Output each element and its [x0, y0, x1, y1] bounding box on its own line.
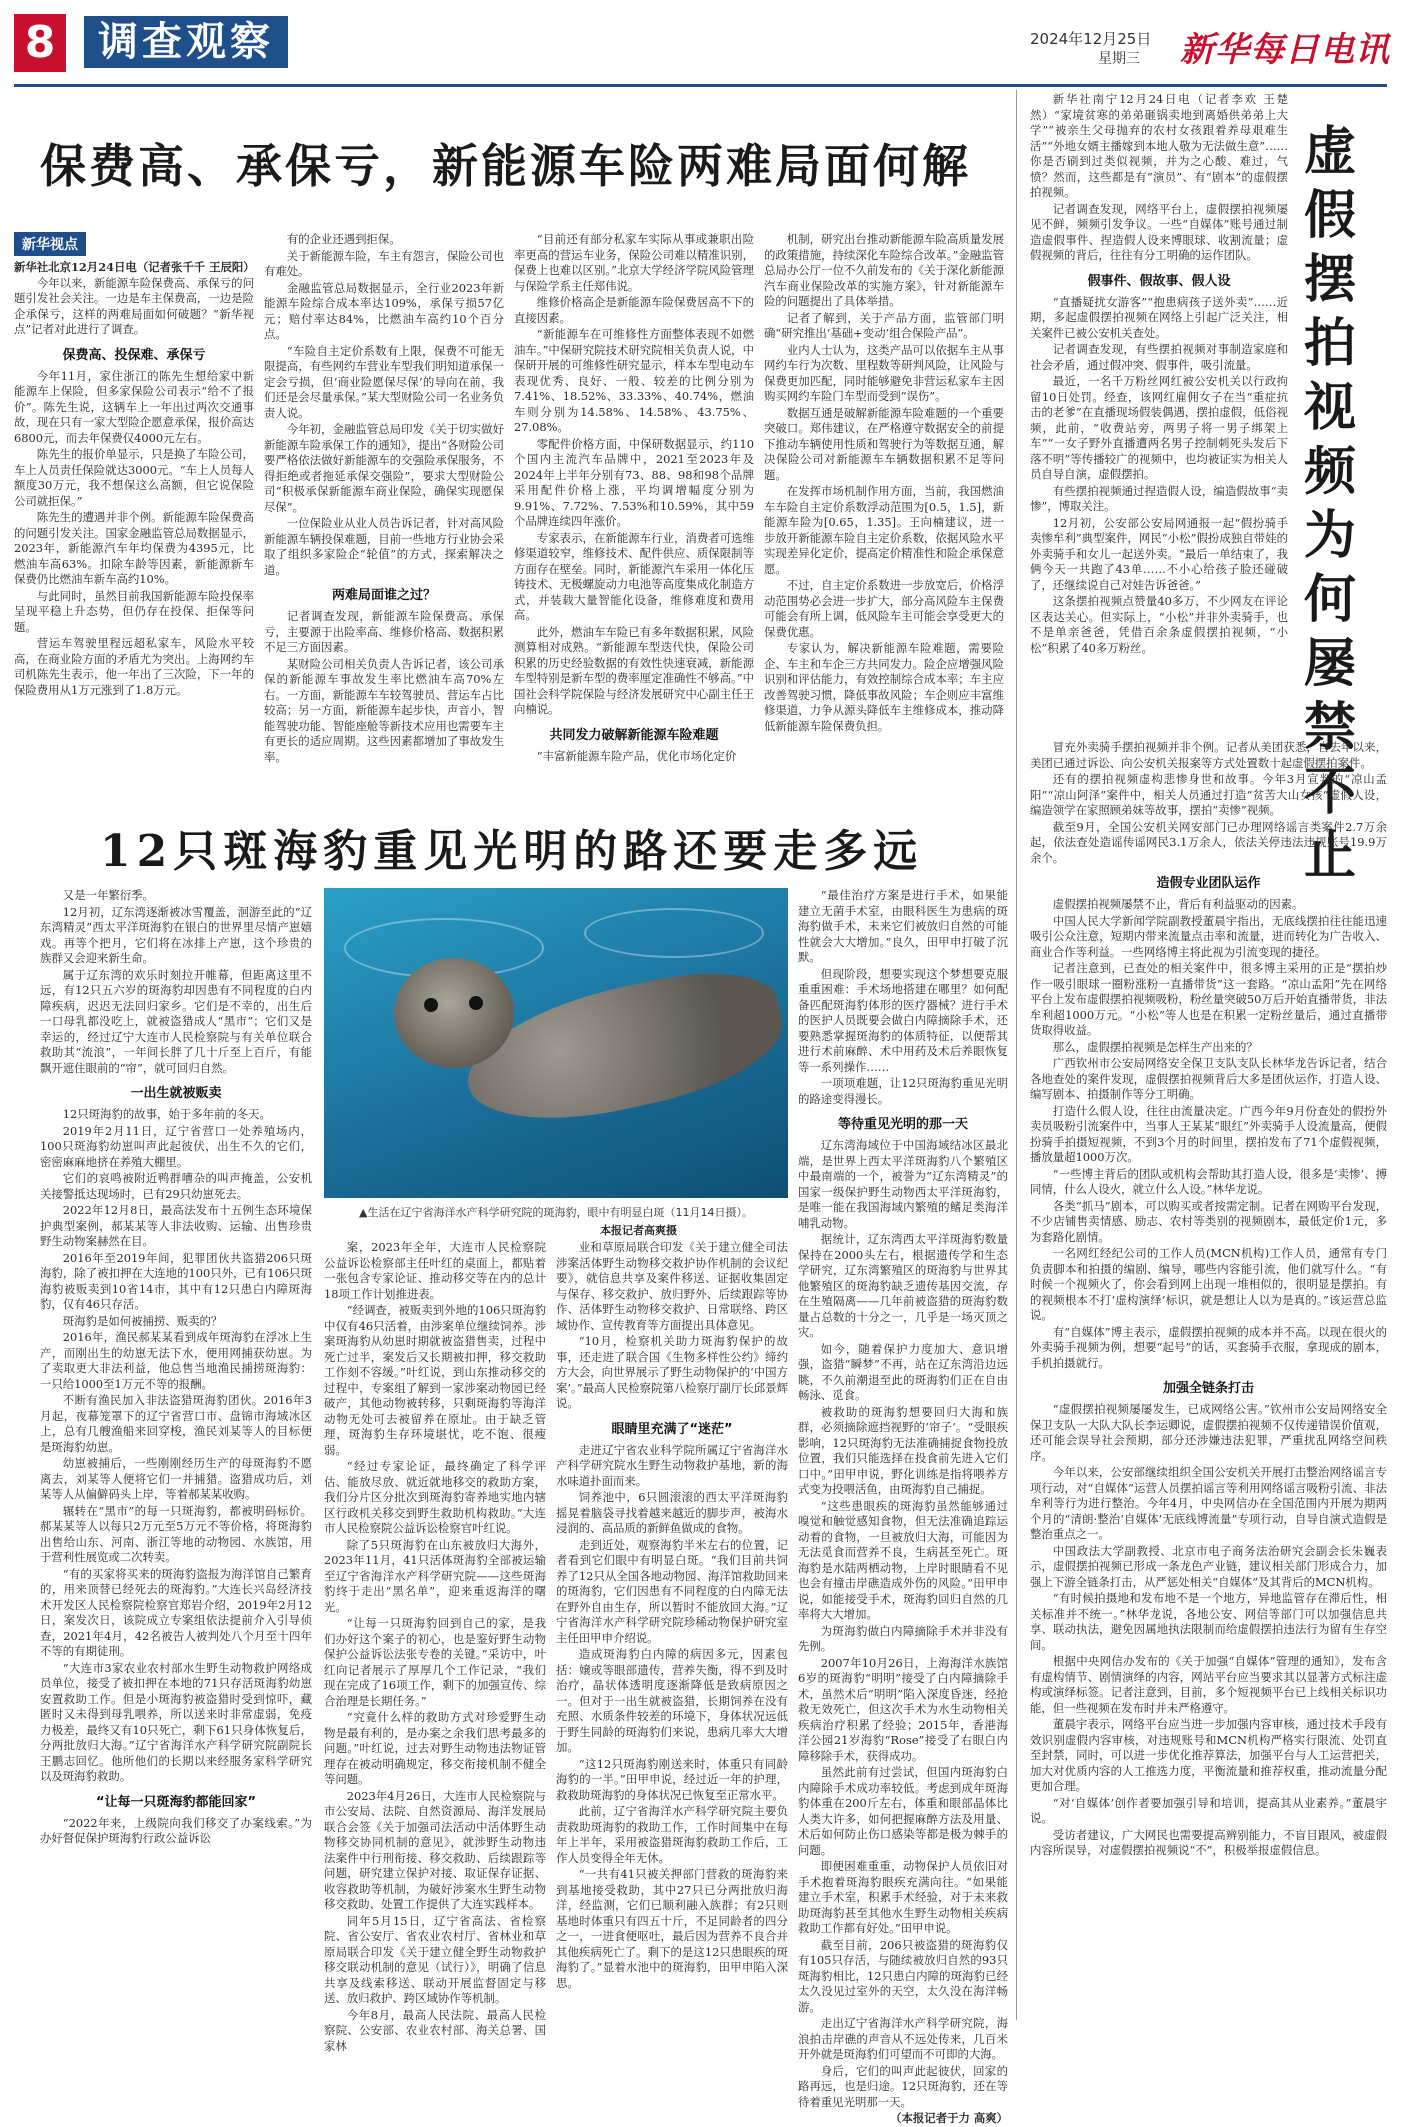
paragraph: 关于新能源车险，车主有怨言，保险公司也有难处。: [264, 248, 504, 278]
paragraph: 根据中央网信办发布的《关于加强“自媒体”管理的通知》，发布含有虚构情节、剧情演绎的内容，网站平台应当要求其以显著方式标注虚构或演绎标签。记者注意到，目前，多个短视频平台已上线相关标识功能，但一些视频在发布时并未严格遵守。: [1030, 1654, 1387, 1715]
paragraph: 不断有渔民加入非法盗猎斑海豹团伙。2016年3月起，夜幕笼罩下的辽宁省营口市、盘锦市海域冰区上，总有几艘渔船来回穿梭，渔民刘某等人的目标便是斑海豹幼崽。: [40, 1393, 312, 1454]
paragraph: 截至目前，206只被盗猎的斑海豹仅有105只存活，与随续被放归自然的93只斑海豹相比，12只患白内障的斑海豹已经太久没见过室外的天空，太久没在海洋畅游。: [798, 1937, 1008, 2014]
paragraph: 今年以来，新能源车险保费高、承保亏的问题引发社会关注。一边是车主保费高，一边是险企承保亏，这样的两难局面如何破题？“新华视点”记者对此进行了调查。: [14, 275, 254, 336]
paragraph: 案，2023年全年，大连市人民检察院公益诉讼检察部主任叶红的桌面上，都贴着一张包含专家论证、推动移交等在内的总计18项工作计划推进表。: [324, 1240, 546, 1301]
paragraph: 业和草原局联合印发《关于建立健全司法涉案活体野生动物移交救护协作机制的会议纪要》，就信息共享及案件移送、证据收集固定与保存、移交救护、放归野外、后续跟踪等协作、活体野生动物移交救护、日常联络、跨区域协作、宣传教育等方面提出具体意见。: [556, 1240, 788, 1332]
paragraph: “对‘自媒体’创作者要加强引导和培训，提高其从业素养。”董晨宇说。: [1030, 1795, 1387, 1825]
paragraph: 机制，研究出台推动新能源车险高质量发展的政策措施，持续深化车险综合改革。”金融监管总局办公厅一位不久前发布的《关于深化新能源汽车商业保险改革的实施方案》，针对新能源车险的问题提出了具体举措。: [764, 232, 1004, 308]
paragraph: 它们的哀鸣被附近鸭群嘈杂的叫声掩盖，公安机关接警抵达现场时，已有29只幼崽死去。: [40, 1171, 312, 1201]
edition-weekday: 星期三: [1098, 51, 1140, 67]
paragraph: 走出辽宁省海洋水产科学研究院，海浪拍击岸礁的声音从不远处传来，几百米开外就是斑海豹们可望而不可即的大海。: [798, 2016, 1008, 2061]
subheading: 加强全链条打击: [1162, 1381, 1254, 1396]
paragraph: 截至9月，全国公安机关网安部门已办理网络谣言类案件2.7万余起，依法查处造谣传谣网民3.1万余人，依法关停违法违规账号19.9万余个。: [1030, 819, 1387, 865]
paragraph: 今年11月，家住浙江的陈先生想给家中新能源车上保险，但多家保险公司表示“给不了报价”。陈先生说，这辆车上一年出过两次交通事故，现在只有一家大型险企愿意承保，报价高达6800元，而去年保费仅4000元左右。: [14, 368, 254, 445]
paragraph: 今年8月，最高人民法院、最高人民检察院、公安部、农业农村部、海关总署、国家林: [324, 2007, 546, 2053]
paragraph: “10月，检察机关助力斑海豹保护的故事，还走进了联合国《生物多样性公约》缔约方大会，向世界展示了野生动物保护的‘中国方案’。”最高人民检察院第八检察厅副厅长邱景辉说。: [556, 1334, 788, 1410]
paragraph: 零配件价格方面，中保研数据显示，约110个国内主流汽车品牌中，2021至2023年及2024年上半年分别有73、88、98和98个品牌采用配件价格上涨，平均调增幅度分别为9.91%、7.72%、7.53%和10.59%，其中59个品牌连续四年涨价。: [514, 436, 754, 528]
paragraph: 据统计，辽东湾西太平洋斑海豹数量保持在2000头左右，根据遗传学和生态学研究，辽东湾繁殖区的斑海豹与世界其他繁殖区的斑海豹缺乏遗传基因交流，存在生殖隔离——几年前被盗猎的斑海豹数量占总数的十分之一，几乎是一场灭顶之灾。: [798, 1232, 1008, 1339]
paragraph: 2022年12月8日，最高法发布十五例生态环境保护典型案例，郝某某等人非法收购、运输、出售珍贵野生动物案赫然在目。: [40, 1203, 312, 1248]
water-ripple: [584, 908, 764, 958]
subheading: 共同发力破解新能源车险难题: [549, 727, 719, 743]
paragraph: 为斑海豹做白内障摘除手术并非没有先例。: [798, 1623, 1008, 1653]
paragraph: 身后，它们的叫声此起彼伏，回家的路再远，也是归途。12只斑海豹，还在等待着重见光明那一天。: [798, 2063, 1008, 2109]
xinhua-badge: 新华视点: [14, 232, 86, 256]
top-rule: [14, 84, 1387, 87]
article3-column-top: [1030, 92, 1288, 732]
paragraph: 冒充外卖骑手摆拍视频并非个例。记者从美团获悉，自去年以来，美团已通过诉讼、向公安机关报案等方式处置数十起虚假摆拍案件。: [1030, 740, 1387, 770]
article2-column-4: [798, 888, 1008, 2125]
paragraph: “目前还有部分私家车实际从事或兼职出险率更高的营运车业务，保险公司难以精准识别，保费上也难以区别。”北京大学经济学院风险管理与保险学系主任郑伟说。: [514, 232, 754, 293]
headline-fake-videos: 虚假摆拍视频为何屡禁不止: [1303, 121, 1356, 886]
paragraph: “车险自主定价系数有上限，保费不可能无限提高，有些网约车营业车型我们明知道承保一定会亏损，但‘商业险愿保尽保’的导向在前，我们还是会尽量承保。”某大型财险公司一名业务负责人说。: [264, 343, 504, 420]
paragraph: 12月初，公安部公安局网通报一起“假扮骑手卖惨牟利”典型案件，网民“小松”假扮成独自带娃的外卖骑手和女儿一起送外卖。“最后一单结束了，我俩今天一共跑了43单……不小心给孩子脸还碰破了，还继续说自己对娃告诉爸爸。”: [1030, 515, 1288, 592]
paragraph: 走进辽宁省农业科学院所属辽宁省海洋水产科学研究院水生野生动物救护基地，新的海水味道扑面而来。: [556, 1442, 788, 1488]
paragraph: “有的买家将买来的斑海豹盗报为海洋馆自己繁育的，用来顶替已经死去的斑海豹。”大连长兴岛经济技术开发区人民检察院检察官郑岩介绍，2019年2月12日，案发次日，该院成立专案组依法提前介入引导侦查，2021年4月，42名被告人被判处八个月至十四年不等的有期徒刑。: [40, 1566, 312, 1658]
paragraph: 某财险公司相关负责人告诉记者，该公司承保的新能源车事故发生率比燃油车高70%左右。一方面，新能源车车较驾驶员、营运车占比较高；另一方面，新能源车起步快，声音小，智能驾驶功能、智能座舱等新技术应用也需要车主有更长的适应周期。这些因素都增加了事故发生率。: [264, 656, 504, 764]
subheading: 两难局面谁之过？: [331, 588, 436, 603]
headline-seals: 12只斑海豹重见光明的路还要走多远: [100, 826, 924, 877]
paragraph: 记者调查发现，有些摆拍视频对事制造家庭和社会矛盾，通过假冲突、假事件，吸引流量。: [1030, 342, 1288, 372]
paragraph: 一位保险业从业人员告诉记者，针对高风险新能源车辆投保难题，目前一些地方行业协会采取了组织多家险企“轮值”的方式，探索解决之道。: [264, 516, 504, 577]
paragraph: 12只斑海豹的故事，始于多年前的冬天。: [62, 1107, 271, 1121]
paragraph: “新能源车在可维修性方面整体表现不如燃油车。”中保研究院技术研究院相关负责人说，中保研开展的可维修性研究显示，样本车型电动车表现优秀、良好、一般、较差的比例分别为7.41%、18.52%、33.33%、40.74%，燃油车则分别为14.58%、14.58%、43.75%、27.08%。: [514, 327, 754, 434]
seal-body: [455, 956, 793, 1140]
article2-byline: （本报记者于力 高爽）: [890, 2111, 1008, 2125]
paragraph: 此外，燃油车车险已有多年数据积累，风险测算相对成熟。“新能源车型迭代快，保险公司积累的历史经验数据的有效性快速衰减，新能源车型特别是新车型的费率厘定准确性不够高。”中国社会科学院保险与经济发展研究中心副主任王向楠说。: [514, 624, 754, 716]
paragraph: 今年以来，公安部继续组织全国公安机关开展打击整治网络谣言专项行动，对“自媒体”运营人员摆拍谣言等利用网络谣言吸粉引流、非法牟利等行为进行整治。今年4月，中央网信办在全国范围内开展为期两个月的“清朗·整治‘自媒体’无底线博流量”专项行动，自导自演式造假是整治重点之一。: [1030, 1465, 1387, 1541]
paragraph: 造成斑海豹白内障的病因多元，因素包括：嬢或等眼部遗传，营养失衡，得不到及时治疗，晶状体透明度逐渐降低是致病原因之一。但对于一出生就被盗猎，长期饲养在没有充照、水质条件较差的环境下，身体状况远低于野生同龄的斑海豹们来说，患病几率大大增加。: [556, 1647, 788, 1754]
subheading: “让每一只斑海豹都能回家”: [95, 1794, 257, 1810]
paragraph: 2019年2月11日，辽宁省营口一处养殖场内，100只斑海豹幼崽叫声此起彼伏，出生不久的它们，密密麻麻地挤在养殖大棚里。: [40, 1123, 312, 1169]
article1-column-3: [514, 232, 754, 792]
paragraph: 那么，虚假摆拍视频是怎样生产出来的？: [1052, 1039, 1258, 1054]
paragraph: “这些患眼疾的斑海豹虽然能够通过嗅觉和触觉感知食物，但无法准确追踪运动着的食物，一旦被放归大海，可能因为无法觅食而营养不良，生病甚至死亡。斑海豹是水陆两栖动物，上岸时眼睛看不见也会有撞击岸礁造成外伤的风险。”田甲申说，如能接受手术，斑海豹回归自然的几率将大大增加。: [798, 1498, 1008, 1621]
article1-column-2: [264, 232, 504, 792]
paragraph: 2023年4月26日，大连市人民检察院与市公安局、法院、自然资源局、海洋发展局联合会签《关于加强司法活动中活体野生动物移交协同机制的意见》，就涉野生动物违法案件中行刑衔接、移交救助、后续跟踪等问题，研究建立保护对接、取证保存证据、收容救助等机制，为破好涉案水生野生动物移交救助、处置工作提供了大连实践样本。: [324, 1788, 546, 1911]
paragraph: 走到近处，观察海豹半米左右的位置，记者看到它们眼中有明显白斑。“我们目前共饲养了12只从全国各地动物园、海洋馆救助回来的斑海豹，它们因患有不同程度的白内障无法在野外自由生存，所以暂时不能放回大海。”辽宁省海洋水产科学研究院珍稀动物保护研究室主任田甲申介绍说。: [556, 1537, 788, 1645]
paragraph: 辗转在“黑市”的每一只斑海豹，都被明码标价。郝某某等人以每只2万元至5万元不等价格，将斑海豹出售给山东、河南、浙江等地的动物园、水族馆，用于营利性展览或二次转卖。: [40, 1503, 312, 1564]
paragraph: 记者调查发现，网络平台上，虚假摆拍视频屡见不鲜，频频引发争议。一些“自媒体”账号通过制造虚假事件、捏造假人设来博眼球、收割流量；虚假视频的背后，往往有分工明确的运作团队。: [1030, 201, 1288, 262]
paragraph: 各类“抓马”剧本，可以购买或者按需定制。记者在网购平台发现，不少店铺售卖情感、励志、农村等类别的视频剧本，最低定价1元，多为套路化剧情。: [1030, 1198, 1387, 1244]
article2-column-3: [556, 1240, 788, 2018]
paragraph: 在发挥市场机制作用方面，当前，我国燃油车车险自主定价系数浮动范围为[0.5，1.5]，新能源车险为[0.65，1.35]。王向楠建议，进一步放开新能源车险自主定价系数，依据风险水平实现差异化定价，提高定价精准性和险企承保意愿。: [764, 484, 1004, 576]
paragraph: 不过，自主定价系数进一步放宽后，价格浮动范围势必会进一步扩大，部分高风险车主保费可能会有所上调，低风险车主可能会享受更大的保费优惠。: [764, 578, 1004, 639]
paragraph: 如今，随着保护力度加大、意识增强，盗猎“瞬梦”不再，站在辽东湾沿边远眺，不久前潮退至此的斑海豹们正在自由畅泳、觅食。: [798, 1341, 1008, 1402]
paragraph: 陈先生的遭遇并非个例。新能源车险保费高的问题引发关注。国家金融监管总局数据显示，2023年，新能源汽车年均保费为4395元，比燃油车高63%。扣除车龄等因素，新能源新车保费仍比燃油车新车高约10%。: [14, 510, 254, 586]
headline-insurance: 保费高、承保亏，新能源车险两难局面何解: [40, 139, 971, 193]
paragraph: 有“自媒体”博主表示，虚假摆拍视频的成本并不高。以现在很火的外卖骑手视频为例，想要“起号”的话，买套骑手衣服，拿现成的剧本，手机拍摄就行。: [1030, 1324, 1387, 1370]
paragraph: 营运车驾驶里程远超私家车，风险水平较高，在商业险方面的矛盾尤为突出。上海网约车司机陈先生表示，他一年出了三次险，下一年的保险费用从1万元涨到了1.8万元。: [14, 636, 254, 697]
paragraph: 今年初，金融监管总局印发《关于切实做好新能源车险承保工作的通知》，提出“各财险公司要严格依法做好新能源车的交强险承保服务，不得拒绝或者拖延承保交强险”，要求大型财险公司“积极承保新能源车商业保险，确保实现愿保尽保”。: [264, 422, 504, 514]
section-title: 调查观察: [84, 16, 288, 68]
paragraph: 有的企业还遇到拒保。: [286, 232, 401, 246]
paragraph: 此前，辽宁省海洋水产科学研究院主要负责救助斑海豹的救助工作，工作时间集中在每年上半年，采用被盗猎斑海豹救助工作后，工作人员变得全年无休。: [556, 1804, 788, 1865]
paragraph: 业内人士认为，这类产品可以依据车主从事网约车行为次数、里程数等研判风险，让风险与保费更加匹配，同时能够避免非营运私家车主因购买网约车险门车型而受到“误伤”。: [764, 342, 1004, 403]
paragraph: “2022年来，上级院向我们移交了办案线索。”为办好督促保护斑海豹行政公益诉讼: [40, 1815, 312, 1845]
paragraph: 又是一年繁衍季。: [62, 888, 154, 902]
paragraph: 虽然此前有过尝试，但国内斑海豹白内障除手术成功率较低。考虑到成年斑海豹体重在200斤左右，体重和眼部晶体比人类大许多，如何把握麻醉方法及用量、术后如何防止伤口感染等都是极为棘手的问题。: [798, 1765, 1008, 1857]
paragraph: 数据互通是破解新能源车险难题的一个重要突破口。郑伟建议，在严格遵守数据安全的前提下推动车辆使用性质和驾驶行为等数据互通，解决保险公司对新能源车车辆数据积累不足等问题。: [764, 405, 1004, 482]
subheading: 假事件、假故事、假人设: [1087, 273, 1231, 289]
paragraph: 与此同时，虽然目前我国新能源车险投保率呈现平稳上升态势，但仍存在投保、拒保等问题。: [14, 588, 254, 634]
paragraph: 一项项难题，让12只斑海豹重见光明的路途变得漫长。: [798, 1076, 1008, 1106]
paragraph: 打造什么假人设，往往由流量决定。广西今年9月份查处的假扮外卖员吸粉引流案件中，当事人王某某“眼红”外卖骑手人设流量高，便假扮骑手拍摄短视频，不到3个月的时间里，摆拍发布了71个虚假视频，播放量超1000万次。: [1030, 1103, 1387, 1164]
paragraph: 虚假摆拍视频屡禁不止，背后有利益驱动的因素。: [1052, 897, 1304, 911]
paragraph: 还有的摆拍视频虚构悲惨身世和故事。今年3月宣判的“凉山孟阳”“凉山阿泽”案件中，相关人员通过打造“贫苦大山女孩”虚假人设，编造领学在家照顾弟妹等故事，摆拍“卖惨”视频。: [1030, 772, 1387, 817]
subheading: 造假专业团队运作: [1156, 876, 1261, 891]
article3-column-bottom: [1030, 740, 1387, 2018]
paragraph: “丰富新能源车险产品，优化市场化定价: [536, 748, 737, 763]
paragraph: “一共有41只被关押部门营救的斑海豹来到基地接受救助，其中27只已分两批放归海洋，经监测，它们已顺利融入族群；有2只则基地时体重只有四五十斤，不足同龄者的四分之一，一进食便呕吐，最后因为营养不良合并其他疾病死亡了。剩下的是这12只患眼疾的斑海豹了。”显着水池中的斑海豹，田甲申陷入深思。: [556, 1867, 788, 1990]
paragraph: 陈先生的报价单显示，只是换了车险公司，车上人员责任保险就达3000元。“车上人员每人额度30万元，我不想保这么高额，但它说保险公司就拒保。”: [14, 447, 254, 508]
paragraph: 斑海豹是如何被捕捞、贩卖的？: [62, 1313, 223, 1328]
paragraph: 但现阶段，想要实现这个梦想要克服重重困难：手术场地搭建在哪里？如何配备匹配斑海豹体形的医疗器械？进行手术的医护人员既要会做白内障摘除手术，还要熟悉掌握斑海豹的体质特征，以便帮其进行术前麻醉、术中用药及术后养眼恢复等一系列操作……: [798, 966, 1008, 1074]
paragraph: 董晨宇表示，网络平台应当进一步加强内容审核，通过技术手段有效识别虚假内容审核，对违规账号和MCN机构严格实行限流、处罚直至封禁，同时，可以进一步优化推荐算法，加强平台与人工运营把关，加大对优质内容的人工推选力度，平衡流量和推荐权重，推动流量分配更加合理。: [1030, 1717, 1387, 1793]
subheading: 眼睛里充满了“迷茫”: [611, 1421, 733, 1437]
paragraph: 中国人民大学新闻学院副教授董晨宇指出，无底线摆拍往往能迅速吸引公众注意，短期内带来流量点击率和流量，进而转化为广告收入、商业合作等利益。一些网络博主将此视为引流变现的捷径。: [1030, 913, 1387, 959]
paragraph: 新华社南宁12月24日电（记者李欢 王楚然）“家境贫寒的弟弟砸锅卖地到离婚供弟弟上大学”“被亲生父母抛弃的农村女孩跟着养母艰难生活”“外地女婿主播嫁到本地人敬为无法做生意”……你是否刷到过类似视频，并为之心酸、难过，气愤？然而，这些都是有“演员”、有“剧本”的虚假摆拍视频。: [1030, 92, 1288, 199]
paragraph: 有些摆拍视频通过捏造假人设，编造假故事“卖惨”，博取关注。: [1030, 483, 1288, 513]
paragraph: 中国政法大学副教授、北京市电子商务法治研究会副会长朱巍表示，虚假摆拍视频已形成一条龙色产业链，建议相关部门形成合力，加强上下游全链条打击，从严惩处相关“自媒体”及其背后的MCN机构。: [1030, 1543, 1387, 1589]
subheading: 一出生就被贩卖: [130, 1086, 222, 1101]
paragraph: 属于辽东湾的欢乐时刻拉开帷幕，但距离这里不远，有12只五六岁的斑海豹却因患有不同程度的白内障疾病，迟迟无法回归家乡。它们是不幸的，出生后一口母乳都没吃上，就被盗猎成人“黑市”；它们又是幸运的，经过辽宁大连市人民检察院与有关单位联合救助其“流浪”，一年间长胖了几十斤至上百斤，有能飘开遮住眼前的“帘”，就可回归自然。: [40, 967, 312, 1075]
brand-logo: 新华每日电讯: [1180, 30, 1390, 70]
paragraph: “这12只斑海豹刚送来时，体重只有同龄海豹的一半。”田甲申说，经过近一年的护理，救救助斑海豹的身体状况已恢复至正常水平。: [556, 1756, 788, 1802]
paragraph: 2007年10月26日，上海海洋水族馆6岁的斑海豹“明明”接受了白内障摘除手术，虽然术后“明明”陷入深度昏迷，经抢救无效死亡，但这次手术为水生动物相关疾病治疗积累了经验；2015年，香港海洋公园21岁海豹“Rose”接受了右眼白内障移除手术，获得成功。: [798, 1655, 1008, 1763]
paragraph: 专家认为，解决新能源车险难题，需要险企、车主和车企三方共同发力。险企应增强风险识别和评估能力，有效控制综合成本率；车主应改善驾驶习惯，降低事故风险；车企则应丰富维修渠道，力争从源头降低车主维修成本，推动降低新能源车险保费负担。: [764, 641, 1004, 733]
paragraph: 即便困难重重，动物保护人员依旧对手术抱着斑海豹眼疾充满向往。“如果能建立手术室，积累手术经验，对于未来救助斑海豹甚至其他水生野生动物相关疾病救助工作都有好处。”田甲申说。: [798, 1859, 1008, 1935]
article2-column-1: [40, 888, 312, 2018]
seal-photo: [324, 888, 788, 1198]
paragraph: 广西钦州市公安局网络安全保卫支队支队长林华龙告诉记者，结合各地查处的案件发现，虚假摆拍视频背后大多是团伙运作，打造人设、编写剧本、拍摄制作等分工明确。: [1030, 1056, 1387, 1101]
photo-caption: ▲生活在辽宁省海洋水产科学研究院的斑海豹，眼中有明显白斑（11月14日摄）。: [359, 1206, 753, 1219]
paragraph: 除了5只斑海豹在山东被放归大海外，2023年11月，41只活体斑海豹全部被运输至辽宁省海洋水产科学研究院——这些斑海豹终于走出“黑名单”，迎来重返海洋的曙光。: [324, 1537, 546, 1614]
seal-eye: [469, 996, 483, 1010]
subheading: 保费高、投保难、承保亏: [62, 347, 206, 363]
paragraph: 受访者建议，广大网民也需要提高辨别能力，不盲目跟风，被虚假内容所误导，对虚假摆拍视频说“不”，积极举报虚假信息。: [1030, 1827, 1387, 1857]
page-number: 8: [14, 14, 66, 72]
paragraph: “究竟什么样的救助方式对珍爱野生动物是最有利的，是办案之余我们思考最多的问题。”叶红说，过去对野生动物违法物证管理存在被动明确规定，移交衔接机制不健全等问题。: [324, 1710, 546, 1786]
paragraph: “经调查，被贩卖到外地的106只斑海豹中仅有46只活着，由涉案单位继续饲养。涉案斑海豹从幼崽时期就被盗猎售卖，过程中死亡过半，案发后又长期被扣押，移交救助工作刻不容缓。”叶红说，到山东推动移交的过程中，专案组了解到一家涉案动物园已经破产，其他动物被转移，只剩斑海豹等海洋动物无处可去被留养在原址。由于缺乏管理，斑海豹生存环境堪忧，吃不饱、很瘦弱。: [324, 1303, 546, 1457]
paragraph: “虚假摆拍视频屡屡发生，已成网络公害。”钦州市公安局网络安全保卫支队一大队大队长李运卿说，虚假摆拍视频不仅传递错误价值观，还可能会误导社会预期，部分还涉嫌违法犯罪，严重扰乱网络空间秩序。: [1030, 1402, 1387, 1463]
paragraph: 2016年至2019年间，犯罪团伙共盗猎206只斑海豹，除了被扣押在大连地的100只外，已有106只斑海豹被贩卖到10省14市，其中有12只患白内障斑海豹，仅有46只存活。: [40, 1250, 312, 1311]
paragraph: 记者注意到，已查处的相关案件中，很多博主采用的正是“摆拍炒作一吸引眼球一圈粉涨粉一直播带货”这一套路。“凉山孟阳”先在网络平台上发布虚假摆拍视频吸粉，粉丝量突破50万后开始直播带货，非法牟利超1000万元。“小松”等人也是在积累一定粉丝量后，通过直播带货取得收益。: [1030, 961, 1387, 1037]
paragraph: 辽东湾海域位于中国海域结冰区最北端，是世界上西太平洋斑海豹八个繁殖区中最南端的一个，被誉为“辽东湾精灵”的国家一级保护野生动物西太平洋斑海豹，是唯一能在我国海域内繁殖的鳍足类海洋哺乳动物。: [798, 1138, 1008, 1230]
article2-column-2: [324, 1240, 546, 2053]
paragraph: “一些博主背后的团队或机构会帮助其打造人设，很多是‘卖惨’、搏同情，什么人设火，就立什么人设。”林华龙说。: [1030, 1166, 1387, 1196]
paragraph: 这条摆拍视频点赞量40多万，不少网友在评论区表达关心。但实际上，“小松”并非外卖骑手，也不是单亲爸爸，凭借百余条虚假摆拍视频，“小松”积累了40多万粉丝。: [1030, 594, 1288, 655]
paragraph: “最佳治疗方案是进行手术，如果能建立无菌手术室，由眼科医生为患病的斑海豹做手术，未来它们被放归自然的可能性就会大大增加。”良久，田甲申打破了沉默。: [798, 888, 1008, 964]
article1-column-4: [764, 232, 1004, 792]
paragraph: 12月初，辽东湾逐渐被冰雪覆盖，洄游至此的“辽东湾精灵”西太平洋斑海豹在银白的世界里尽情产崽嬉戏。再等个把月，它们将在冰排上产崽，这个珍贵的族群又会迎来新生命。: [40, 904, 312, 965]
paragraph: 一名网红经纪公司的工作人员(MCN机构)工作人员，通常有专门负责脚本和拍摄的编剧、编导，哪些内容能引流，他们就写什么。“有时候一个视频火了，你会看到网上出现一堆相似的，很明显是摆拍。有的视频根本不打‘虚构演绎’标识，就是想让人以为是真的。”该运营总监说。: [1030, 1246, 1387, 1322]
article1-dateline: 新华社北京12月24日电（记者张千千 王辰阳）: [14, 260, 255, 274]
paragraph: 饲养池中，6只圆滚滚的西太平洋斑海豹摇晃着脑袋寻找着越来越近的脚步声，被海水浸润的、高品质的新鲜鱼做成的食物。: [556, 1490, 788, 1535]
paragraph: 同年5月15日，辽宁省高法、省检察院、省公安厅、省农业农村厅、省林业和草原局联合印发《关于建立健全野生动物救护移交联动机制的意见（试行）》，明确了信息共享及线索移送、联动开展监督固定与移送、放归救护、跨区域协作等机制。: [324, 1913, 546, 2005]
paragraph: 记者调查发现，新能源车险保费高、承保亏，主要源于出险率高、维修价格高、数据积累不足三方面因素。: [264, 609, 504, 654]
seal-head: [394, 958, 514, 1068]
photo-credit: 本报记者高爽摄: [600, 1224, 677, 1237]
paragraph: 记者了解到，关于产品方面，监管部门明确“研究推出‘基础+变动’组合保险产品”。: [764, 310, 1004, 340]
paragraph: “有时候拍摄地和发布地不是一个地方，异地监管存在滞后性，相关标准并不统一。”林华龙说，各地公安、网信等部门可以加强信息共享、联动执法，避免因属地执法限制而给虚假摆拍违法行为留有生存空间。: [1030, 1591, 1387, 1652]
paragraph: 被救助的斑海豹想要回归大海和族群，必须摘除遮挡视野的‘帘子’。“受眼疾影响，12只斑海豹无法准确捕捉食物投放位置，我们只能选择在投食前先进入它们口中。”田甲申说，野化训练是指将喂养方式变为投喂活鱼，由斑海豹自己捕捉。: [798, 1404, 1008, 1496]
paragraph: “大连市3家农业农村部水生野生动物救护网络成员单位，接受了被扣押在本地的71只存活斑海豹幼崽安置救助工作。但是小斑海豹被盗猎时受到惊吓，藏匿时又未得到母乳喂养，所以送来时非常虚弱，免疫力极差，最终又有10只死亡，剩下61只身体恢复后，分两批放归大海。”辽宁省海洋水产科学研究院副院长王鹏志回忆。他所他们的长期以来经服务家科学研究以及斑海豹救助。: [40, 1660, 312, 1783]
subheading: 等待重见光明的那一天: [837, 1117, 968, 1132]
paragraph: 2016年，渔民郝某某看到成年斑海豹在浮冰上生产，而刚出生的幼崽无法下水，便用网捕获幼崽。为了卖取更大非法利益，他总售当地渔民捕捞斑海豹：一只给1000至1万元不等的报酬。: [40, 1330, 312, 1391]
paragraph: 金融监管总局数据显示，全行业2023年新能源车险综合成本率达109%，承保亏损57亿元；赔付率达84%，比燃油车高约10个百分点。: [264, 280, 504, 341]
paragraph: 幼崽被捕后，一些刚刚经历生产的母斑海豹不愿离去，刘某等人便将它们一并捕猎。盗猎成功后，刘某等人从偏僻码头上岸，等着郝某某收购。: [40, 1456, 312, 1501]
edition-date: 2024年12月25日: [1030, 30, 1152, 48]
seal-eye: [424, 998, 438, 1012]
paragraph: 维修价格高企是新能源车险保费居高不下的直接因素。: [514, 295, 754, 325]
paragraph: 专家表示，在新能源车行业，消费者可选维修渠道较窄，维修技术、配件供应、质保限制等方面存在壁垒。同时，新能源汽车采用一体化压铸技术、无极螺旋动力电池等高度集成化制造方式，并装载大量智能化设备，维修难度和费用高。: [514, 530, 754, 622]
paragraph: “经过专家论证，最终确定了科学评估、能放尽放、就近就地移交的救助方案，我们分片区分批次到斑海豹寄养地实地内辖区行政机关移交到野生救助机构救助。”大连市人民检察院公益诉讼检察官叶红说。: [324, 1459, 546, 1535]
paragraph: “直播疑扰女游客”“抱患病孩子送外卖”……近期，多起虚假摆拍视频在网络上引起广泛关注，相关案件已被公安机关查处。: [1030, 294, 1288, 340]
article1-column-1: [14, 232, 254, 792]
column-divider: [1016, 90, 1017, 2020]
paragraph: “让每一只斑海豹回到自己的家，是我们办好这个案子的初心，也是鉴好野生动物保护公益诉讼法张专卷的关键。”采访中，叶红向记者展示了厚厚几个工作记录，“我们现在完成了16项工作，剩下的加强宣传、综合治理是长期任务。”: [324, 1616, 546, 1708]
paragraph: 最近，一名千万粉丝网红被公安机关以行政拘留10日处罚。经查，该网红雇佣女子在当“重症抗击的老爹”在直播现场假装偶遇，摆拍虚假，低俗视频，此前，“收费站旁，两男子将一男子绑架上车”“一女子野外直播遭两名男子控制刺死头发后下落不明”等传播较广的视频中，也均被证实为相关人员自导自演，虚假摆拍。: [1030, 374, 1288, 481]
